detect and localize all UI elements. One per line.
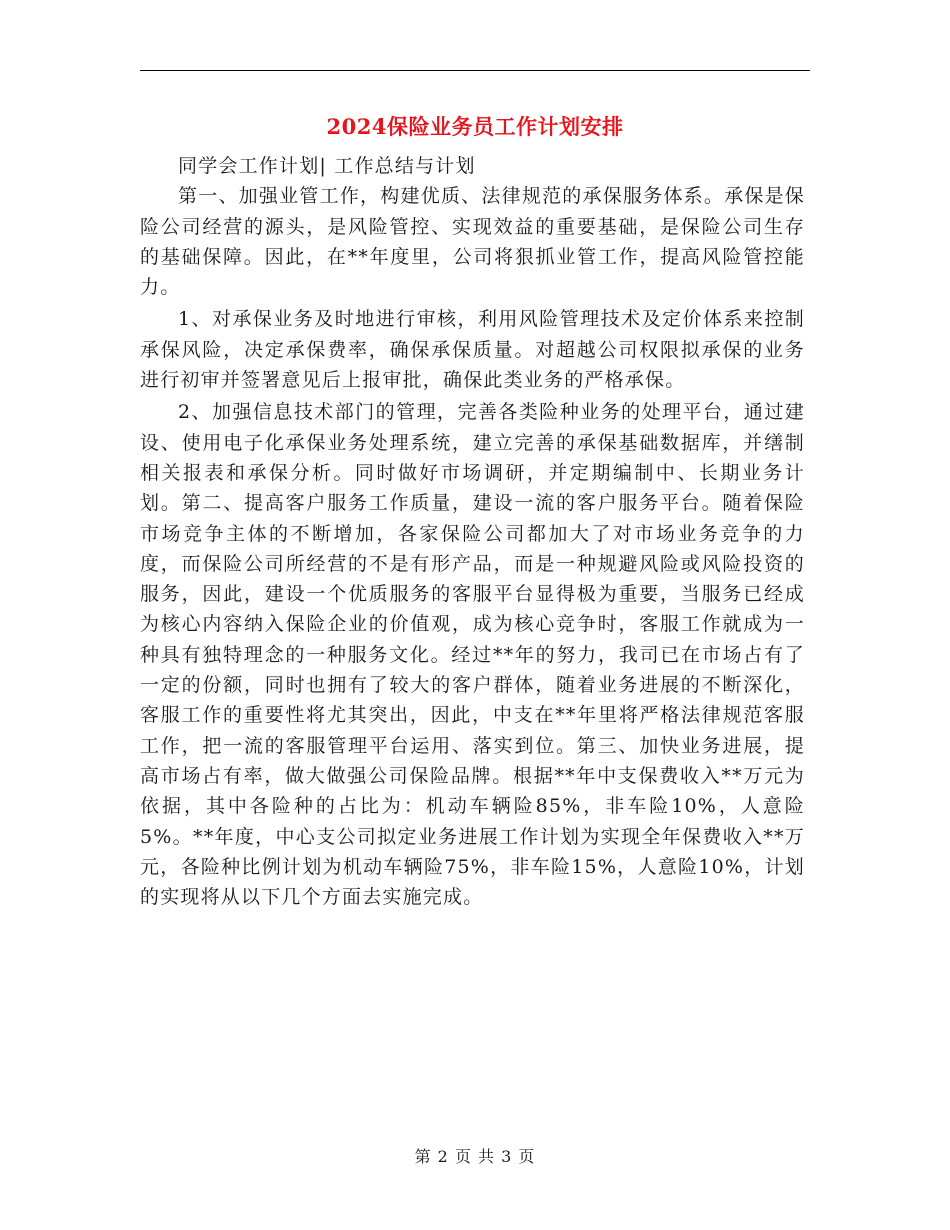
paragraph-3: 2、加强信息技术部门的管理，完善各类险种业务的处理平台，通过建设、使用电子化承保业务处理系统，建立完善的承保基础数据库，并缮制相关报表和承保分析。同时做好市场调研，并定期编制中、长期业务计划。第二、提高客户服务工作质量，建设一流的客户服务平台。随着保险市场竞争主体的不断增加，各家保险公司都加大了对市场业务竞争的力度，而保险公司所经营的不是有形产品，而是一种规避风险或风险投资的服务，因此，建设一个优质服务的客服平台显得极为重要，当服务已经成为核心内容纳入保险企业的价值观，成为核心竞争时，客服工作就成为一种具有独特理念的一种服务文化。经过**年的努力，我司已在市场占有了一定的份额，同时也拥有了较大的客户群体，随着业务进展的不断深化，客服工作的重要性将尤其突出，因此，中支在**年里将严格法律规范客服工作，把一流的客服管理平台运用、落实到位。第三、加快业务进展，提高市场占有率，做大做强公司保险品牌。根据**年中支保费收入**万元为依据，其中各险种的占比为：机动车辆险85%，非车险10%，人意险5%。**年度，中心支公司拟定业务进展工作计划为实现全年保费收入**万元，各险种比例计划为机动车辆险75%，非车险15%，人意险10%，计划的实现将从以下几个方面去实施完成。	[140, 401, 805, 909]
paragraph-2: 1、对承保业务及时地进行审核，利用风险管理技术及定价体系来控制承保风险，决定承保费率，确保承保质量。对超越公司权限拟承保的业务进行初审并签署意见后上报审批，确保此类业务的严格承保。	[140, 308, 805, 392]
header-rule	[140, 70, 810, 71]
page-number: 第 2 页 共 3 页	[414, 1147, 536, 1166]
document-subtitle: 同学会工作计划| 工作总结与计划	[178, 155, 476, 177]
document-title: 2024保险业务员工作计划安排	[326, 114, 624, 139]
document-body	[140, 151, 805, 914]
paragraph-1: 第一、加强业管工作，构建优质、法律规范的承保服务体系。承保是保险公司经营的源头，是风险管控、实现效益的重要基础，是保险公司生存的基础保障。因此，在**年度里，公司将狠抓业管工作，提高风险管控能力。	[140, 185, 805, 299]
